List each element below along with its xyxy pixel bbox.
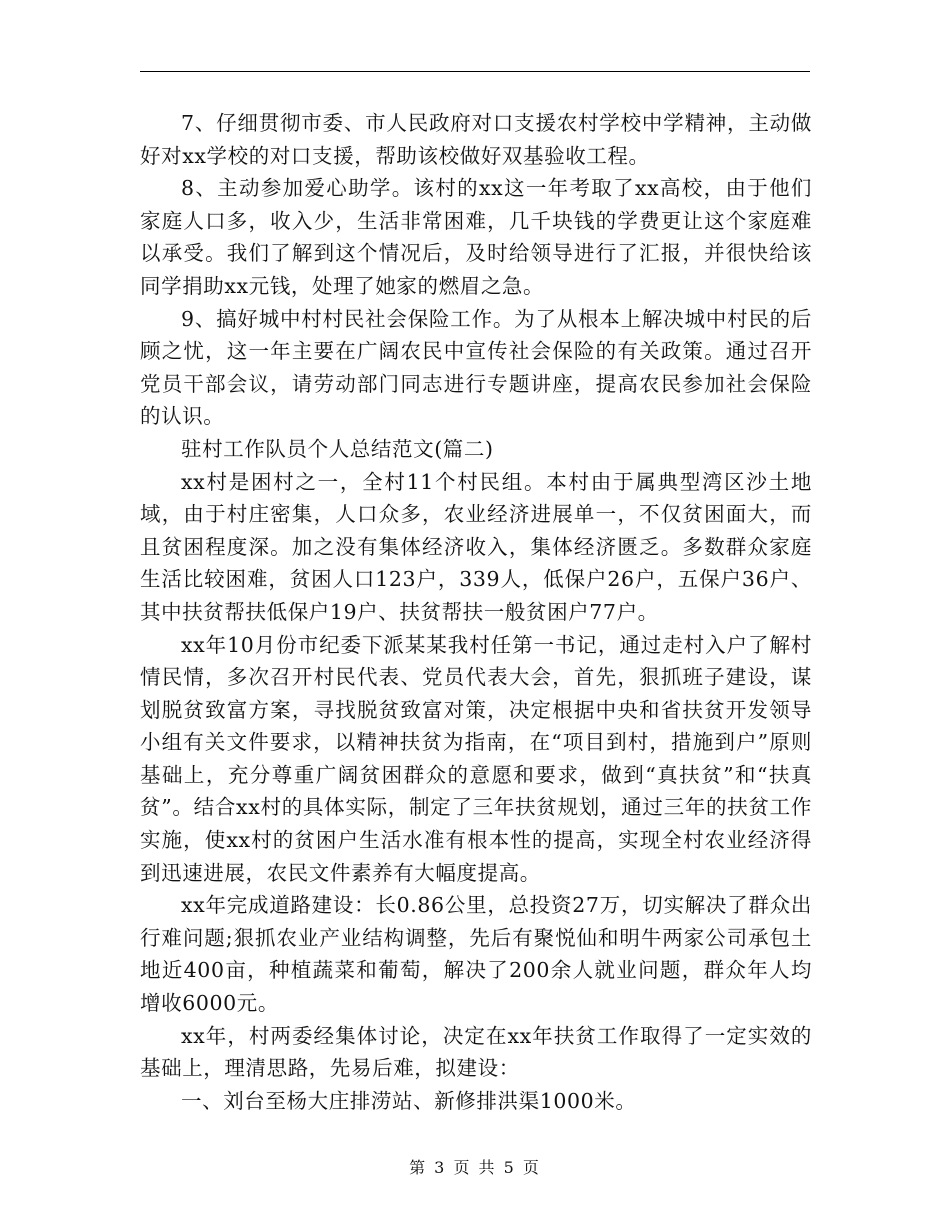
paragraph-first-secretary: xx年10月份市纪委下派某某我村任第一书记，通过走村入户了解村情民情，多次召开村民代表、党员代表大会，首先，狠抓班子建设，谋划脱贫致富方案，寻找脱贫致富对策，决定根据中央和省扶贫开发领导小组有关文件要求，以精神扶贫为指南，在“项目到村，措施到户”原则基础上，充分尊重广阔贫困群众的意愿和要求，做到“真扶贫”和“扶真贫”。结合xx村的具体实际，制定了三年扶贫规划，通过三年的扶贫工作实施，使xx村的贫困户生活水准有根本性的提高，实现全村农业经济得到迅速进展，农民文件素养有大幅度提高。 bbox=[140, 632, 812, 885]
current-page-number: 3 bbox=[434, 1158, 447, 1177]
page-footer bbox=[0, 1155, 950, 1178]
total-page-number: 5 bbox=[503, 1158, 516, 1177]
paragraph-village-overview: xx村是困村之一，全村11个村民组。本村由于属典型湾区沙土地域，由于村庄密集，人口众多，农业经济进展单一，不仅贫困面大，而且贫困程度深。加之没有集体经济收入，集体经济匮乏。多数群众家庭生活比较困难，贫困人口123户，339人，低保户26户，五保户36户、其中扶贫帮扶低保户19户、扶贫帮扶一般贫困户77户。 bbox=[140, 469, 812, 624]
paragraph-item-8: 8、主动参加爱心助学。该村的xx这一年考取了xx高校，由于他们家庭人口多，收入少，生活非常困难，几千块钱的学费更让这个家庭难以承受。我们了解到这个情况后，及时给领导进行了汇报，并很快给该同学捐助xx元钱，处理了她家的燃眉之急。 bbox=[140, 176, 812, 298]
footer-prefix: 第 bbox=[409, 1158, 428, 1177]
footer-suffix: 页 bbox=[522, 1158, 541, 1177]
document-body bbox=[140, 107, 812, 1117]
footer-mid: 页 共 bbox=[453, 1158, 497, 1177]
paragraph-planning: xx年，村两委经集体讨论，决定在xx年扶贫工作取得了一定实效的基础上，理清思路，先易后难，拟建设： bbox=[140, 1023, 812, 1081]
header-rule bbox=[140, 71, 810, 72]
paragraph-drainage: 一、刘台至杨大庄排涝站、新修排洪渠1000米。 bbox=[181, 1088, 637, 1113]
section-heading: 驻村工作队员个人总结范文(篇二) bbox=[181, 436, 494, 461]
paragraph-item-9: 9、搞好城中村村民社会保险工作。为了从根本上解决城中村民的后顾之忧，这一年主要在广阔农民中宣传社会保险的有关政策。通过召开党员干部会议，请劳动部门同志进行专题讲座，提高农民参加社会保险的认识。 bbox=[140, 306, 812, 429]
paragraph-item-7: 7、仔细贯彻市委、市人民政府对口支援农村学校中学精神，主动做好对xx学校的对口支援，帮助该校做好双基验收工程。 bbox=[140, 111, 812, 168]
paragraph-road-construction: xx年完成道路建设：长0.86公里，总投资27万，切实解决了群众出行难问题;狠抓农业产业结构调整，先后有聚悦仙和明牛两家公司承包土地近400亩，种植蔬菜和葡萄，解决了200余人就业问题，群众年人均增收6000元。 bbox=[140, 893, 812, 1016]
